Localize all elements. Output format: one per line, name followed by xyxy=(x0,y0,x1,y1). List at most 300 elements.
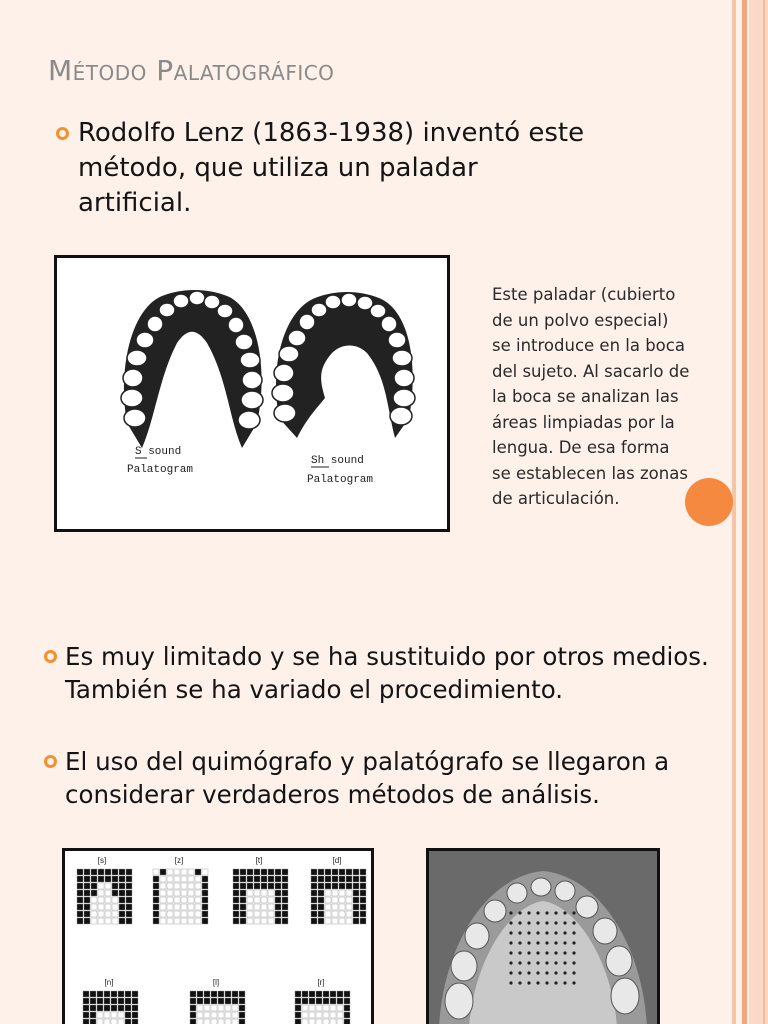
grid-cell xyxy=(344,991,350,997)
grid-cell xyxy=(309,1012,315,1018)
grid-cell xyxy=(325,890,331,896)
grid-cell xyxy=(233,883,239,889)
grid-cell xyxy=(195,911,201,917)
grid-cell xyxy=(98,897,104,903)
grid-cell xyxy=(332,883,338,889)
grid-cell xyxy=(98,890,104,896)
grid-cell xyxy=(247,904,253,910)
electrode-dot xyxy=(518,981,521,984)
electrode-dot xyxy=(545,971,548,974)
grid-cell xyxy=(84,876,90,882)
grid-cell xyxy=(204,998,210,1004)
grid-cell xyxy=(268,904,274,910)
grid-cell xyxy=(112,904,118,910)
electrode-dot xyxy=(527,921,530,924)
grid-cell xyxy=(309,998,315,1004)
grid-cell xyxy=(353,911,359,917)
grid-cell xyxy=(239,991,245,997)
grid-cell xyxy=(167,918,173,924)
grid-cell xyxy=(91,918,97,924)
grid-cell xyxy=(105,869,111,875)
grid-cell xyxy=(254,904,260,910)
grid-cell xyxy=(316,1012,322,1018)
grid-cell xyxy=(160,918,166,924)
electrode-dot xyxy=(509,971,512,974)
grid-cell xyxy=(275,897,281,903)
grid-cell xyxy=(309,1005,315,1011)
electrode-dot xyxy=(563,941,566,944)
grid-cell xyxy=(225,1019,231,1024)
grid-cell xyxy=(97,1005,103,1011)
right-caption-line-2: Palatogram xyxy=(307,474,374,486)
grid-cell xyxy=(232,1005,238,1011)
grid-cell xyxy=(84,890,90,896)
grid-cell xyxy=(323,1012,329,1018)
grid-cell xyxy=(318,904,324,910)
grid-cell xyxy=(98,904,104,910)
electrode-dot xyxy=(572,951,575,954)
grid-cell xyxy=(174,918,180,924)
grid-cell xyxy=(218,991,224,997)
grid-cell xyxy=(225,991,231,997)
grid-cell xyxy=(181,904,187,910)
grid-cell xyxy=(353,890,359,896)
grid-cell xyxy=(239,1012,245,1018)
grid-cell xyxy=(160,904,166,910)
electrode-dot xyxy=(572,921,575,924)
grid-cell xyxy=(332,890,338,896)
grid-cell xyxy=(337,991,343,997)
grid-cell xyxy=(325,918,331,924)
grid-label: [l] xyxy=(212,978,220,987)
grid-cell xyxy=(247,911,253,917)
grid-cell xyxy=(174,890,180,896)
grid-cell xyxy=(181,869,187,875)
grid-cell xyxy=(77,869,83,875)
slide-title: Método Palatográfico xyxy=(48,54,335,87)
grid-cell xyxy=(346,869,352,875)
grid-cell xyxy=(132,1012,138,1018)
grid-cell xyxy=(337,1019,343,1024)
grid-cell xyxy=(325,897,331,903)
grid-cell xyxy=(112,876,118,882)
grid-cell xyxy=(195,904,201,910)
grid-cell xyxy=(339,876,345,882)
grid-cell xyxy=(111,1005,117,1011)
grid-cell xyxy=(197,998,203,1004)
electrode-dot xyxy=(563,961,566,964)
grid-cell xyxy=(268,876,274,882)
grid-cell xyxy=(330,991,336,997)
grid-cell xyxy=(225,1012,231,1018)
grid-cell xyxy=(167,904,173,910)
grid-cell xyxy=(311,876,317,882)
grid-cell xyxy=(174,869,180,875)
grid-cell xyxy=(104,1005,110,1011)
grid-cell xyxy=(160,911,166,917)
grid-cell xyxy=(282,904,288,910)
grid-cell xyxy=(126,890,132,896)
grid-cell xyxy=(332,904,338,910)
grid-cell xyxy=(254,890,260,896)
grid-cell xyxy=(153,869,159,875)
grid-label: [r] xyxy=(317,978,325,987)
grid-cell xyxy=(240,904,246,910)
grid-cell xyxy=(240,897,246,903)
grid-cell xyxy=(302,998,308,1004)
grid-cell xyxy=(346,904,352,910)
grid-cell xyxy=(90,1019,96,1024)
grid-cell xyxy=(202,904,208,910)
grid-cell xyxy=(232,991,238,997)
grid-cell xyxy=(309,1019,315,1024)
electrode-dot xyxy=(509,911,512,914)
grid-cell xyxy=(97,1012,103,1018)
grid-cell xyxy=(211,1019,217,1024)
grid-cell xyxy=(225,1005,231,1011)
grid-cell xyxy=(239,1019,245,1024)
electrode-dot xyxy=(536,951,539,954)
grid-cell xyxy=(282,918,288,924)
grid-cell xyxy=(346,918,352,924)
decorative-accent-circle xyxy=(685,478,733,526)
electrode-dot xyxy=(554,981,557,984)
grid-cell xyxy=(83,998,89,1004)
grid-cell xyxy=(153,897,159,903)
grid-cell xyxy=(268,890,274,896)
grid-cell xyxy=(153,883,159,889)
grid-cell xyxy=(346,911,352,917)
grid-cell xyxy=(77,876,83,882)
grid-cell xyxy=(119,918,125,924)
grid-cell xyxy=(211,1005,217,1011)
grid-cell xyxy=(77,890,83,896)
grid-cell xyxy=(337,998,343,1004)
grid-cell xyxy=(318,918,324,924)
grid-cell xyxy=(261,897,267,903)
electrode-dot xyxy=(518,961,521,964)
grid-cell xyxy=(247,918,253,924)
grid-cell xyxy=(353,897,359,903)
grid-cell xyxy=(360,876,366,882)
electrode-dot xyxy=(563,921,566,924)
grid-cell xyxy=(202,869,208,875)
grid-cell xyxy=(202,911,208,917)
grid-cell xyxy=(332,911,338,917)
grid-cell xyxy=(311,890,317,896)
grid-cell xyxy=(323,1005,329,1011)
grid-cell xyxy=(84,897,90,903)
grid-cell xyxy=(261,890,267,896)
grid-cell xyxy=(282,869,288,875)
grid-cell xyxy=(295,1019,301,1024)
grid-cell xyxy=(233,918,239,924)
grid-cell xyxy=(254,869,260,875)
grid-cell xyxy=(302,1019,308,1024)
grid-cell xyxy=(311,918,317,924)
grid-cell xyxy=(132,991,138,997)
grid-cell xyxy=(111,1019,117,1024)
grid-cell xyxy=(337,1005,343,1011)
edge-stripe xyxy=(763,0,765,1024)
electrode-dot xyxy=(563,911,566,914)
right-dental-arch xyxy=(272,292,415,438)
grid-cell xyxy=(90,991,96,997)
grid-cell xyxy=(90,1005,96,1011)
grid-cell xyxy=(91,876,97,882)
grid-cell xyxy=(190,1019,196,1024)
grid-cell xyxy=(323,991,329,997)
grid-cell xyxy=(275,911,281,917)
grid-cell xyxy=(195,897,201,903)
grid-cell xyxy=(295,1005,301,1011)
grid-cell xyxy=(104,998,110,1004)
electrode-dot xyxy=(545,921,548,924)
grid-cell xyxy=(211,998,217,1004)
grid-cell xyxy=(295,991,301,997)
grid-cell xyxy=(167,897,173,903)
electrode-dot xyxy=(527,941,530,944)
electrode-dot xyxy=(509,961,512,964)
grid-cell xyxy=(118,1012,124,1018)
grid-cell xyxy=(77,918,83,924)
grid-cell xyxy=(126,869,132,875)
grid-cell xyxy=(233,890,239,896)
electrode-dot xyxy=(536,921,539,924)
electrode-dot xyxy=(554,971,557,974)
grid-cell xyxy=(119,876,125,882)
bullet-text-2: Es muy limitado y se ha sustituido por otros medios. También se ha variado el procedimiento. xyxy=(65,642,709,704)
grid-cell xyxy=(188,869,194,875)
grid-cell xyxy=(118,1005,124,1011)
grid-cell xyxy=(195,869,201,875)
grid-cell xyxy=(211,1012,217,1018)
grid-cell xyxy=(119,904,125,910)
grid-cell xyxy=(275,890,281,896)
grid-cell xyxy=(105,904,111,910)
grid-cell xyxy=(330,998,336,1004)
grid-cell xyxy=(104,1012,110,1018)
grid-cell xyxy=(275,876,281,882)
grid-cell xyxy=(233,904,239,910)
grid-cell xyxy=(119,897,125,903)
grid-cell xyxy=(197,1012,203,1018)
grid-cell xyxy=(83,1012,89,1018)
grid-cell xyxy=(132,998,138,1004)
grid-cell xyxy=(346,883,352,889)
grid-cell xyxy=(125,998,131,1004)
grid-cell xyxy=(204,991,210,997)
grid-cell xyxy=(84,911,90,917)
grid-cell xyxy=(181,890,187,896)
grid-cell xyxy=(84,904,90,910)
grid-cell xyxy=(318,897,324,903)
grid-cell xyxy=(112,883,118,889)
grid-cell xyxy=(132,1005,138,1011)
electrode-dot xyxy=(536,961,539,964)
grid-cell xyxy=(261,876,267,882)
grid-cell xyxy=(339,869,345,875)
electrode-dot xyxy=(509,921,512,924)
grid-cell xyxy=(339,911,345,917)
electrode-dot xyxy=(545,961,548,964)
grid-cell xyxy=(353,876,359,882)
grid-cell xyxy=(344,1005,350,1011)
grid-cell xyxy=(268,883,274,889)
grid-cell xyxy=(153,890,159,896)
electrode-dot xyxy=(518,911,521,914)
electrode-dot xyxy=(527,911,530,914)
side-note-text: Este paladar (cubierto de un polvo especial) se introduce en la boca del sujeto. Al sacarlo de la boca se analizan las áreas limpiadas por la lengua. De esa forma se establecen las zonas de articulación. xyxy=(492,285,690,508)
grid-cell xyxy=(254,883,260,889)
grid-cell xyxy=(91,869,97,875)
grid-cell xyxy=(125,1005,131,1011)
grid-cell xyxy=(160,897,166,903)
grid-cell xyxy=(275,869,281,875)
grid-cell xyxy=(98,869,104,875)
grid-cell xyxy=(218,1019,224,1024)
grid-cell xyxy=(261,904,267,910)
grid-cell xyxy=(188,918,194,924)
grid-cell xyxy=(232,998,238,1004)
electrode-dot xyxy=(518,951,521,954)
grid-cell xyxy=(105,897,111,903)
electrode-dot xyxy=(509,951,512,954)
grid-cell xyxy=(188,876,194,882)
grid-cell xyxy=(202,897,208,903)
grid-cell xyxy=(323,998,329,1004)
grid-cell xyxy=(195,883,201,889)
electrode-dot xyxy=(554,921,557,924)
grid-cell xyxy=(247,883,253,889)
grid-cell xyxy=(247,876,253,882)
grid-cell xyxy=(302,991,308,997)
grid-cell xyxy=(353,883,359,889)
grid-cell xyxy=(112,897,118,903)
palatogram-figure xyxy=(54,255,450,532)
grid-cell xyxy=(311,904,317,910)
grid-cell xyxy=(167,876,173,882)
grid-cell xyxy=(254,897,260,903)
artificial-palate-photo xyxy=(426,848,660,1024)
grid-cell xyxy=(240,911,246,917)
grid-cell xyxy=(325,876,331,882)
grid-cell xyxy=(330,1012,336,1018)
grid-cell xyxy=(126,911,132,917)
grid-cell xyxy=(325,883,331,889)
grid-cell xyxy=(119,883,125,889)
grid-cell xyxy=(126,876,132,882)
electrode-dot xyxy=(536,981,539,984)
electrode-dot xyxy=(527,961,530,964)
grid-cell xyxy=(167,890,173,896)
grid-cell xyxy=(160,883,166,889)
grid-cell xyxy=(318,883,324,889)
grid-cell xyxy=(344,1019,350,1024)
grid-cell xyxy=(118,998,124,1004)
bullet-icon xyxy=(44,650,57,663)
grid-cell xyxy=(218,998,224,1004)
electropalatography-grid-figure xyxy=(62,848,374,1024)
electrode-dot xyxy=(536,931,539,934)
electrode-dot xyxy=(518,931,521,934)
grid-cell xyxy=(118,991,124,997)
electrode-dot xyxy=(545,931,548,934)
grid-cell xyxy=(97,998,103,1004)
grid-cell xyxy=(261,883,267,889)
edge-stripe xyxy=(749,0,768,1024)
grid-cell xyxy=(77,883,83,889)
grid-cell xyxy=(167,869,173,875)
grid-cell xyxy=(195,890,201,896)
grid-cell xyxy=(197,991,203,997)
electrode-dot xyxy=(554,931,557,934)
grid-cell xyxy=(188,911,194,917)
grid-cell xyxy=(339,918,345,924)
grid-cell xyxy=(160,876,166,882)
grid-cell xyxy=(153,876,159,882)
grid-label: [t] xyxy=(255,856,263,865)
grid-cell xyxy=(311,897,317,903)
electrode-dot xyxy=(509,931,512,934)
grid-cell xyxy=(247,897,253,903)
electrode-dot xyxy=(536,941,539,944)
grid-cell xyxy=(202,876,208,882)
grid-cell xyxy=(132,1019,138,1024)
left-dental-arch xyxy=(121,290,263,448)
electrode-dot xyxy=(518,971,521,974)
bullet-text-1: Rodolfo Lenz (1863-1938) inventó este método, que utiliza un paladar artificial. xyxy=(78,118,585,218)
electrode-dot xyxy=(572,961,575,964)
grid-cell xyxy=(97,991,103,997)
grid-cell xyxy=(247,869,253,875)
grid-cell xyxy=(332,869,338,875)
grid-cell xyxy=(126,897,132,903)
grid-cell xyxy=(268,897,274,903)
grid-cell xyxy=(167,883,173,889)
grid-cell xyxy=(83,991,89,997)
electrode-dot xyxy=(527,951,530,954)
grid-cell xyxy=(195,876,201,882)
grid-cell xyxy=(190,1012,196,1018)
grid-cell xyxy=(233,911,239,917)
grid-cell xyxy=(275,883,281,889)
electrode-dot xyxy=(536,911,539,914)
grid-cell xyxy=(181,897,187,903)
grid-cell xyxy=(233,876,239,882)
electrode-dot xyxy=(563,971,566,974)
grid-cell xyxy=(118,1019,124,1024)
grid-cell xyxy=(112,918,118,924)
electrode-dot xyxy=(545,911,548,914)
grid-cell xyxy=(346,897,352,903)
electropalatography-grid xyxy=(65,851,371,1024)
grid-cell xyxy=(332,876,338,882)
electrode-dot xyxy=(509,941,512,944)
grid-cell xyxy=(98,911,104,917)
palatogram-illustration xyxy=(57,258,447,529)
grid-cell xyxy=(125,991,131,997)
grid-cell xyxy=(225,998,231,1004)
grid-cell xyxy=(239,1005,245,1011)
grid-cell xyxy=(83,1019,89,1024)
grid-cell xyxy=(190,1005,196,1011)
grid-cell xyxy=(84,883,90,889)
electrode-dot xyxy=(554,911,557,914)
left-caption-line-2: Palatogram xyxy=(127,464,194,476)
grid-cell xyxy=(282,911,288,917)
grid-cell xyxy=(339,883,345,889)
